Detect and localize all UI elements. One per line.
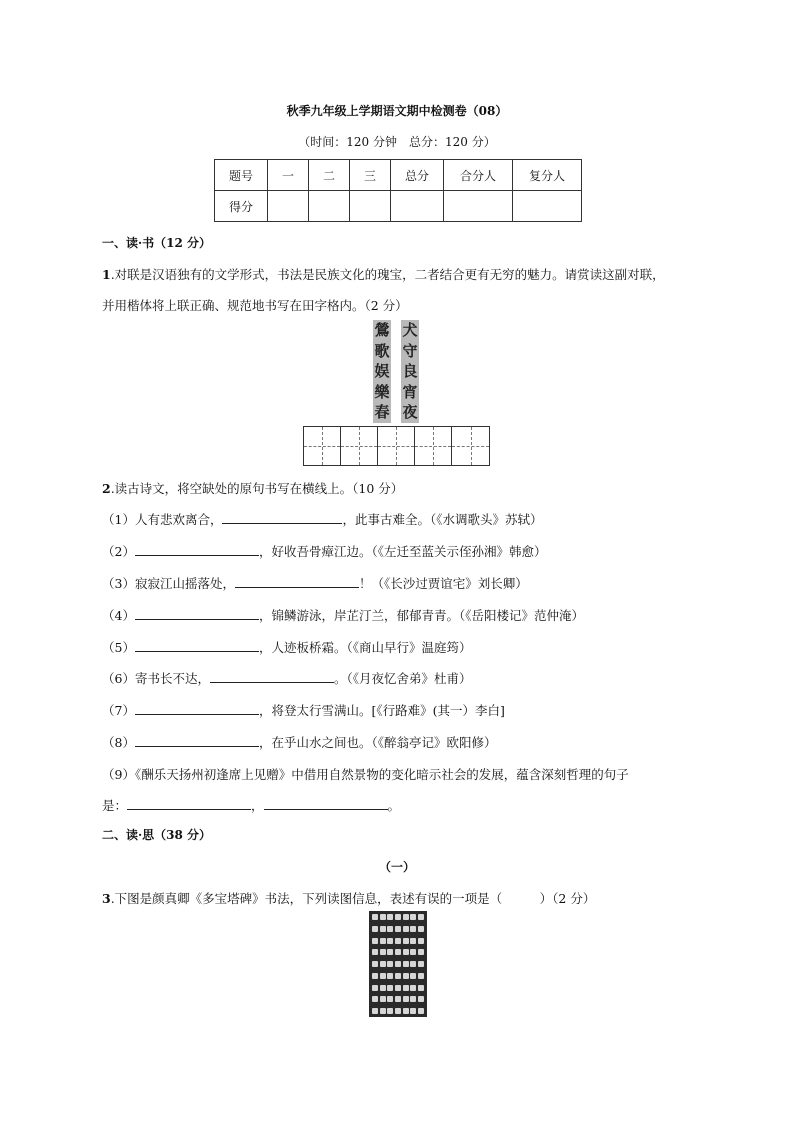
answer-blank[interactable] [127, 797, 251, 810]
q2-item-8 [102, 733, 496, 751]
q2-item-suffix: ，人迹板桥霜。（《商山早行》温庭筠） [258, 640, 472, 655]
q2-item-suffix: 。 [387, 798, 401, 813]
answer-blank[interactable] [135, 543, 259, 556]
score-cell[interactable] [268, 191, 309, 222]
q2-item-suffix: ！（《长沙过贾谊宅》刘长卿） [358, 576, 528, 591]
q2-item-prefix: （8） [102, 735, 135, 750]
q2-item-5 [102, 638, 471, 656]
score-cell[interactable] [391, 191, 444, 222]
score-header-cell: 题号 [215, 160, 268, 191]
q2-item-prefix: （2） [102, 544, 135, 559]
q2-item-7 [102, 701, 505, 719]
q2-item-suffix: ，锦鳞游泳，岸芷汀兰，郁郁青青。（《岳阳楼记》范仲淹） [258, 608, 584, 623]
q2-item-suffix: ，好收吾骨瘴江边。（《左迁至蓝关示侄孙湘》韩愈） [258, 544, 547, 559]
score-row-label: 得分 [215, 191, 268, 222]
q1-text: .对联是汉语独有的文学形式，书法是民族文化的瑰宝，二者结合更有无穷的魅力。请赏读这副对联， [110, 267, 665, 282]
q2-item-suffix: ，在乎山水之间也。（《醉翁亭记》欧阳修） [258, 735, 497, 750]
answer-blank[interactable] [235, 575, 359, 588]
q2-item-prefix: 是： [102, 798, 128, 813]
tianzige-cell[interactable] [304, 427, 341, 465]
q3-line [102, 889, 595, 907]
q3-number: 3 [102, 891, 111, 906]
q2-item-suffix: ，将登太行雪满山。[《行路难》(其一）李白] [258, 703, 505, 718]
section2-heading: 二、读·思（38 分） [102, 828, 212, 842]
q2-number: 2 [102, 481, 111, 496]
calligraphy-rubbing-image [369, 911, 427, 1017]
score-cell[interactable] [309, 191, 350, 222]
answer-blank[interactable] [135, 607, 259, 620]
q3-text: .下图是颜真卿《多宝塔碑》书法，下列读图信息，表述有误的一项是（ ）（2 分） [110, 891, 596, 906]
exam-title: 秋季九年级上学期语文期中检测卷（08） [286, 104, 508, 118]
score-table [214, 159, 582, 222]
score-cell[interactable] [513, 191, 582, 222]
score-header-cell: 三 [350, 160, 391, 191]
q2-item-9-line2 [102, 796, 400, 814]
q2-item-prefix: （7） [102, 703, 135, 718]
tianzige-cell[interactable] [452, 427, 489, 465]
score-cell[interactable] [350, 191, 391, 222]
q2-item-prefix: （6）寄书长不达， [102, 671, 210, 686]
q2-item-prefix: （5） [102, 640, 135, 655]
answer-blank[interactable] [264, 797, 388, 810]
q2-item-2 [102, 542, 546, 560]
score-table-header-row [215, 160, 582, 191]
score-header-cell: 二 [309, 160, 350, 191]
section1-heading: 一、读·书（12 分） [102, 236, 212, 250]
score-cell[interactable] [444, 191, 513, 222]
answer-blank[interactable] [135, 702, 259, 715]
score-header-cell: 总分 [391, 160, 444, 191]
couplet-left-scroll: 鶯歌娱樂春 [374, 321, 390, 422]
tianzige-grid [303, 426, 490, 466]
q2-item-separator: ， [251, 798, 264, 813]
q2-item-prefix: （1）人有悲欢离合， [102, 512, 223, 527]
q2-item-6 [102, 669, 471, 687]
q2-intro [102, 479, 403, 497]
exam-subtitle: （时间：120 分钟 总分：120 分） [298, 135, 496, 149]
answer-blank[interactable] [210, 670, 334, 683]
q1-line1 [102, 265, 665, 283]
score-header-cell: 合分人 [444, 160, 513, 191]
q2-item-suffix: ，此事古难全。（《水调歌头》苏轼） [342, 512, 543, 527]
couplet-right-scroll: 犬守良宵夜 [402, 321, 418, 422]
q2-item-suffix: 。（《月夜忆舍弟》杜甫） [333, 671, 472, 686]
q2-item-prefix: （4） [102, 608, 135, 623]
tianzige-cell[interactable] [341, 427, 378, 465]
q1-number: 1 [102, 267, 111, 282]
section2-part-label: （一） [378, 860, 415, 874]
tianzige-cell[interactable] [378, 427, 415, 465]
answer-blank[interactable] [135, 734, 259, 747]
q2-item-3 [102, 574, 528, 592]
score-header-cell: 复分人 [513, 160, 582, 191]
q2-text: .读古诗文，将空缺处的原句书写在横线上。（10 分） [110, 481, 404, 496]
q1-line2: 并用楷体将上联正确、规范地书写在田字格内。（2 分） [102, 298, 408, 313]
q2-item-1 [102, 510, 542, 528]
score-table-score-row [215, 191, 582, 222]
q2-item-4 [102, 606, 584, 624]
score-header-cell: 一 [268, 160, 309, 191]
q2-item-prefix: （3）寂寂江山摇落处， [102, 576, 235, 591]
q2-item-9-line1: （9）《酬乐天扬州初逢席上见赠》中借用自然景物的变化暗示社会的发展，蕴含深刻哲理的句子 [102, 767, 629, 782]
answer-blank[interactable] [222, 511, 342, 524]
answer-blank[interactable] [135, 639, 259, 652]
tianzige-cell[interactable] [415, 427, 452, 465]
